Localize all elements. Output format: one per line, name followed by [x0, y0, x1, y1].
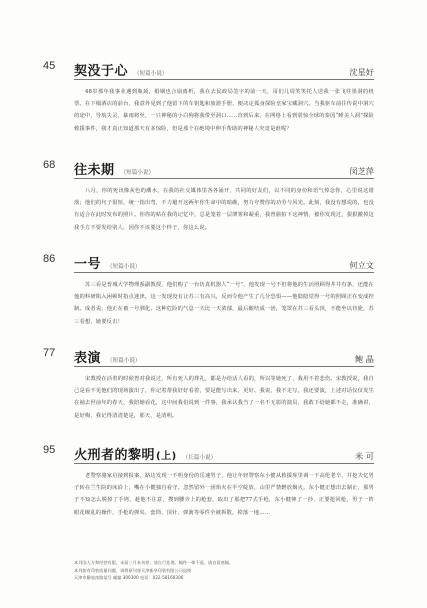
article-summary: 老警察骆家启接到报案，路边发现一不明身份的岳速男子，他让年轻警察东小健从救援库里调一下高伦老辛，并挖夫忆男子转在兰生院的床沿上，嘴在小健独自看守。忽然留外一团焰火在半空绽放，山里严禁燃放烟火，东小健正想出去制止，那男子不知怎么脱掉了手铐，趁他不注意，搜到腰旁上的枪套，取出了那把77式手枪，东小健伸了一抄，正要抢回枪，男子一阵眼花缭乱的操作，手枪的弹夹、套筒、顶针、弹簧等零件全被拆散，掉落一地…… [74, 473, 374, 516]
article-entry [74, 60, 374, 135]
article-entry [74, 159, 374, 234]
article-title[interactable]: 一号 [74, 257, 102, 272]
header-divider [74, 463, 374, 464]
notice-line: 本刊如有印装质量问题，请将原刊寄天津新华印装有限公司退换 [74, 567, 192, 573]
article-header [74, 253, 374, 272]
header-divider [74, 366, 374, 367]
article-header [74, 347, 374, 366]
author-name: 何立文 [349, 260, 374, 270]
article-title[interactable]: 往未期 [74, 163, 115, 178]
article-title[interactable]: 火刑者的黎明 [74, 448, 156, 463]
article-header [74, 159, 374, 178]
notice-line: 天津市解放南路某号 邮编 300300 电话：022-58160306 [74, 575, 184, 581]
notice-line: 本刊国人方和经营有限，未届三月本刊停，请自行处理。稿件一律不退，请自留底稿。 [74, 560, 234, 565]
article-entry [74, 253, 374, 328]
author-name: 沈星好 [349, 67, 374, 77]
author-name: 米 可 [355, 451, 374, 461]
author-name: 鲍 晶 [355, 354, 374, 364]
article-summary: 八月，你的死讯像灰色的潮水，在我的社交媒体里各各涌开，共同的好友们，以不同的身份和语气悼念你，心里说这错落；他们的句子很短，统一指出弯，不力避开这两年你生命中的暗礁，努力夸赞你的功劳与风光。此刻，我没有想说的，也没有适合在此时发布的照片。你你的贴在我的记忆中，总是笼着一层薄雾和凝重，我曾偷拍下这神情，被你发现过，狠狠撤掉这我手方不要发给别人，因你不该要这个样子，你这么说。 [74, 188, 374, 231]
header-divider [74, 79, 374, 80]
page-number: 86 [43, 253, 56, 265]
page-number: 68 [43, 159, 56, 171]
article-summary: 48岁那年我事业遇到瓶颈，婚姻也合崩离析，我在去民政局签字的前一天，哥们儿周笑笑托人送我一张飞往墨洞的机票。在下榻酒店的前台，我意外见到了他留下的车钥匙和旅游手册，便决定孤身探险皇家宝藏洞穴。当我驱车前往传说中洞穴的途中，导航失灵，暴雨将至，一只神秘的小白狗将我带至洞口……直到后来，在网络上看到震惊全球的泰国“睡美人洞”探险救援事件，我才真正知道那天有多惊险，但是那个在绝境中伸手帮助的神秘人究竟是谁呢？ [74, 89, 374, 132]
article-title[interactable]: 契没于心 [74, 64, 129, 79]
genre-tag: （短篇小说） [107, 264, 141, 270]
genre-tag: （短篇小说） [120, 170, 155, 176]
article-entry [74, 444, 374, 519]
genre-tag: （长篇小说） [182, 455, 217, 461]
page-number: 95 [43, 444, 56, 456]
genre-tag: （短篇小说） [134, 71, 168, 77]
genre-tag: （短篇小说） [107, 358, 141, 364]
article-summary: 宋教授在活着的时候曾对我说过，所有死人的葬礼，都是办给活人看的，所以等她死了，我用不着悲伤。宋教授说，我自己是看不见他们的现场演出了，你记着帮我好好看着，要是能写出来，更好。我说，我不走写，我还要演，上述对话仅仅发生在袖去世前年的春天，我陪她看花，这中间我们说到一件事，我承认我当了一名不无影的演员，我敢下给她都不走，准确讲，是好梅，我记得清清楚是，那天，是清明。 [74, 376, 374, 419]
article-header [74, 60, 374, 79]
page-number: 77 [43, 347, 56, 359]
page-number: 45 [43, 60, 56, 72]
header-divider [74, 272, 374, 273]
article-title[interactable]: 表演 [74, 351, 102, 366]
article-header [74, 444, 374, 463]
publication-notice [74, 559, 374, 582]
author-name: 闵芝萍 [349, 166, 374, 176]
article-entry [74, 347, 374, 422]
article-title-suffix: (上) [156, 451, 177, 462]
header-divider [74, 178, 374, 179]
article-summary: 苏三看是普城大学物理系副教授，他们购了一台仿真机器人“一号”，他发现一号不但将他的生活照顾得井井有条，还能在他的科研陷入困顿时指点迷津。这一发现没有让苏三有高兴，反而令他产生了几分恐惧——他隐隐觉得一号的照顾正在变成控制。成者说，他正在被一号驯化。这种危险的气息一天比一天浓郁，最后酿结成一团，笼罩在苏三看头顶，不能坐以待毙，苏三看想，她要反击！ [74, 282, 374, 325]
